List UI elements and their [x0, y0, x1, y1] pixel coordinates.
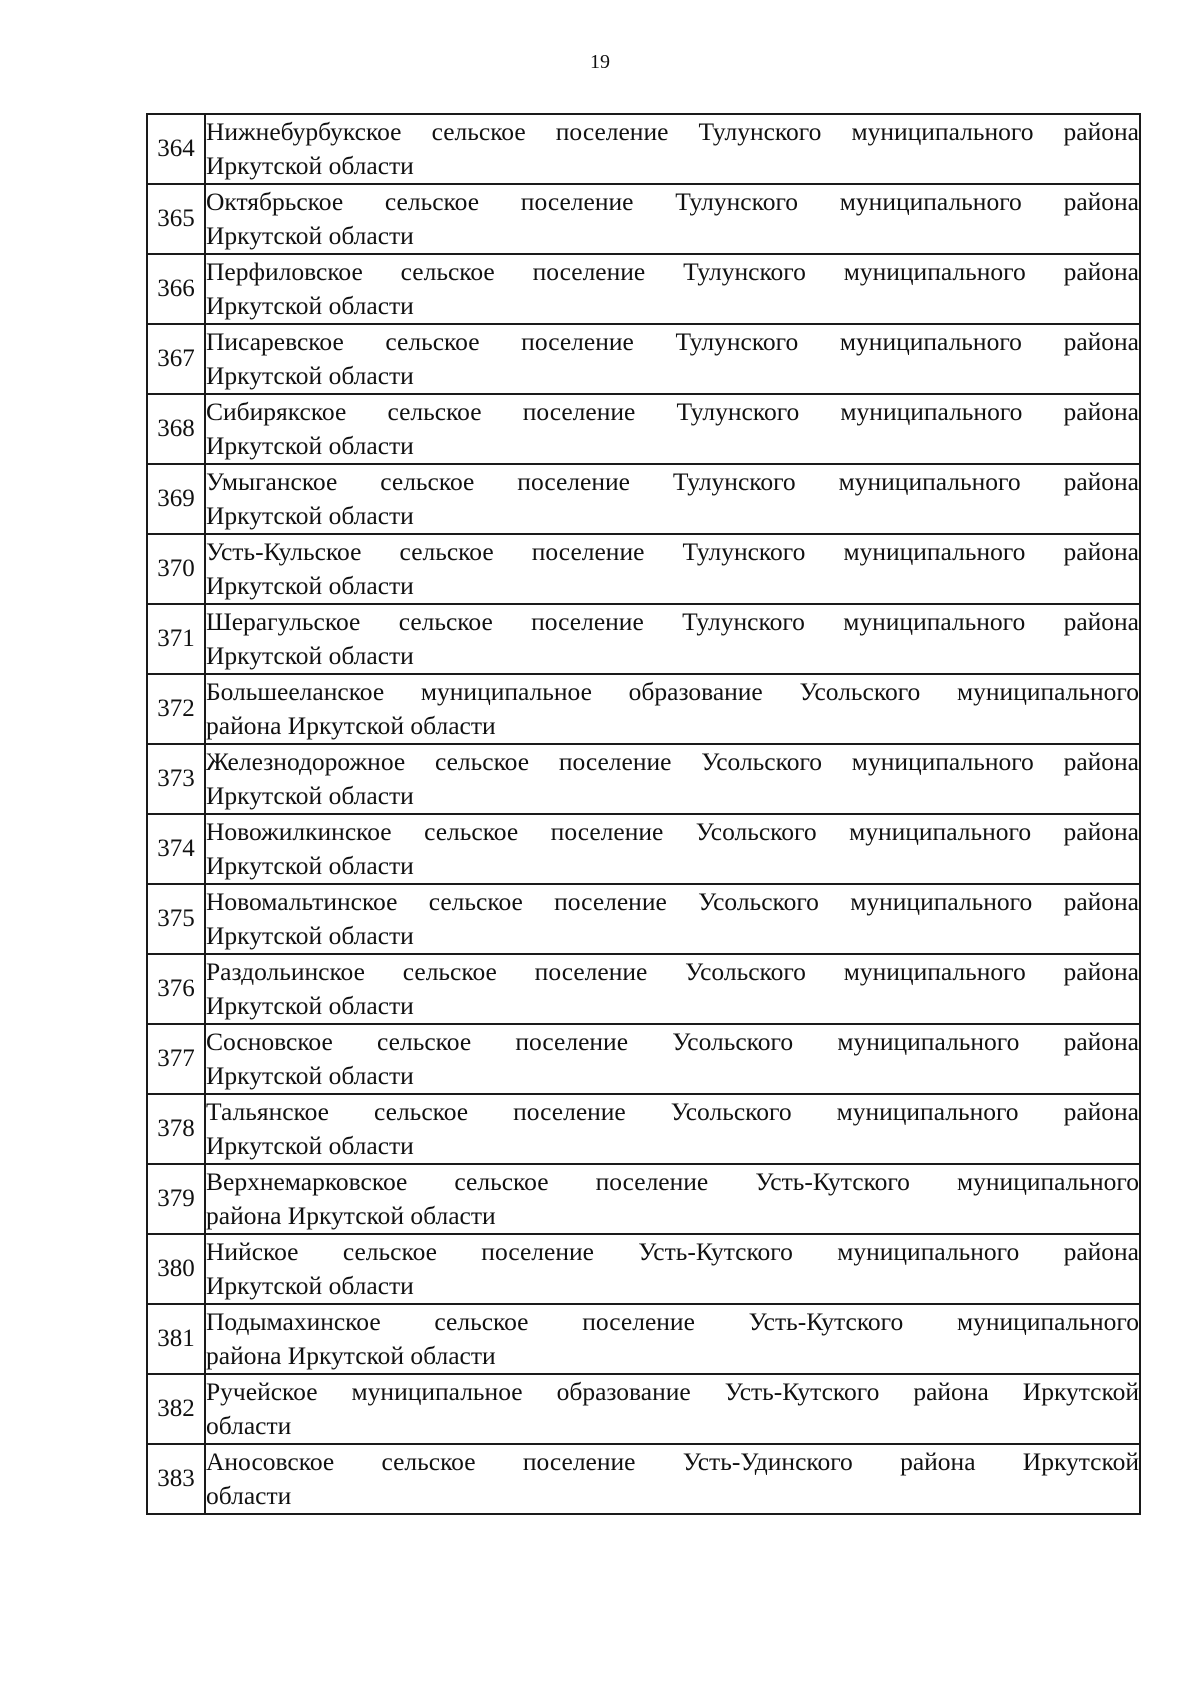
- table-row: [147, 1444, 1140, 1514]
- settlement-name: [205, 1164, 1140, 1234]
- settlement-name-line: Перфиловское сельское поселение Тулунского муниципального района: [206, 257, 1139, 286]
- row-number: 377: [147, 1024, 205, 1094]
- row-number: 370: [147, 534, 205, 604]
- settlement-name-line: Шерагульское сельское поселение Тулунского муниципального района: [206, 607, 1139, 636]
- table-row: [147, 954, 1140, 1024]
- settlement-name-line: Раздольинское сельское поселение Усольского муниципального района: [206, 957, 1139, 986]
- settlement-name-line: Подымахинское сельское поселение Усть-Кутского муниципального: [206, 1307, 1139, 1336]
- settlement-name-line: Иркутской области: [206, 361, 414, 390]
- settlement-name-line: Сосновское сельское поселение Усольского муниципального района: [206, 1027, 1139, 1056]
- settlement-name-line: района Иркутской области: [206, 1341, 496, 1370]
- settlement-name: [205, 884, 1140, 954]
- settlement-name-line: Иркутской области: [206, 991, 414, 1020]
- settlements-table: [146, 113, 1141, 1515]
- settlement-name-line: Иркутской области: [206, 781, 414, 810]
- settlement-name: [205, 814, 1140, 884]
- settlement-name-line: Верхнемарковское сельское поселение Усть-Кутского муниципального: [206, 1167, 1139, 1196]
- settlement-name: [205, 1444, 1140, 1514]
- settlement-name: [205, 324, 1140, 394]
- settlement-name-line: Иркутской области: [206, 291, 414, 320]
- table-row: [147, 604, 1140, 674]
- row-number: 378: [147, 1094, 205, 1164]
- settlement-name-line: Иркутской области: [206, 1061, 414, 1090]
- table-row: [147, 744, 1140, 814]
- settlement-name-line: Большееланское муниципальное образование Усольского муниципального: [206, 677, 1139, 706]
- settlement-name: [205, 534, 1140, 604]
- settlement-name: [205, 254, 1140, 324]
- row-number: 375: [147, 884, 205, 954]
- row-number: 372: [147, 674, 205, 744]
- row-number: 367: [147, 324, 205, 394]
- table-row: [147, 1024, 1140, 1094]
- settlement-name-line: Усть-Кульское сельское поселение Тулунского муниципального района: [206, 537, 1139, 566]
- settlement-name-line: Иркутской области: [206, 851, 414, 880]
- settlement-name-line: района Иркутской области: [206, 1201, 496, 1230]
- settlement-name-line: Новожилкинское сельское поселение Усольского муниципального района: [206, 817, 1139, 846]
- row-number: 374: [147, 814, 205, 884]
- row-number: 364: [147, 114, 205, 184]
- settlement-name-line: Нижнебурбукское сельское поселение Тулунского муниципального района: [206, 117, 1139, 146]
- row-number: 379: [147, 1164, 205, 1234]
- table-row: [147, 1164, 1140, 1234]
- table-row: [147, 324, 1140, 394]
- table-row: [147, 534, 1140, 604]
- settlement-name: [205, 1094, 1140, 1164]
- row-number: 382: [147, 1374, 205, 1444]
- settlement-name: [205, 1234, 1140, 1304]
- settlements-table-body: [147, 114, 1140, 1514]
- table-row: [147, 1374, 1140, 1444]
- settlement-name-line: Умыганское сельское поселение Тулунского муниципального района: [206, 467, 1139, 496]
- settlement-name-line: Иркутской области: [206, 1271, 414, 1300]
- settlement-name: [205, 744, 1140, 814]
- page-number: 19: [590, 51, 610, 73]
- row-number: 376: [147, 954, 205, 1024]
- settlement-name-line: Иркутской области: [206, 431, 414, 460]
- settlement-name-line: Октябрьское сельское поселение Тулунского муниципального района: [206, 187, 1139, 216]
- table-row: [147, 114, 1140, 184]
- settlement-name: [205, 464, 1140, 534]
- row-number: 366: [147, 254, 205, 324]
- table-row: [147, 394, 1140, 464]
- settlement-name-line: Иркутской области: [206, 1131, 414, 1160]
- settlement-name-line: Железнодорожное сельское поселение Усольского муниципального района: [206, 747, 1139, 776]
- table-row: [147, 184, 1140, 254]
- settlement-name-line: Аносовское сельское поселение Усть-Удинского района Иркутской: [206, 1447, 1139, 1476]
- table-row: [147, 254, 1140, 324]
- row-number: 380: [147, 1234, 205, 1304]
- settlement-name-line: области: [206, 1481, 292, 1510]
- settlement-name: [205, 954, 1140, 1024]
- settlement-name: [205, 1374, 1140, 1444]
- settlement-name: [205, 1304, 1140, 1374]
- settlement-name: [205, 604, 1140, 674]
- settlement-name: [205, 394, 1140, 464]
- settlement-name-line: Писаревское сельское поселение Тулунского муниципального района: [206, 327, 1139, 356]
- settlement-name: [205, 1024, 1140, 1094]
- settlement-name-line: Сибирякское сельское поселение Тулунского муниципального района: [206, 397, 1139, 426]
- settlement-name-line: Нийское сельское поселение Усть-Кутского муниципального района: [206, 1237, 1139, 1266]
- row-number: 365: [147, 184, 205, 254]
- settlement-name-line: Тальянское сельское поселение Усольского муниципального района: [206, 1097, 1139, 1126]
- table-row: [147, 674, 1140, 744]
- table-row: [147, 1234, 1140, 1304]
- settlement-name: [205, 184, 1140, 254]
- table-row: [147, 884, 1140, 954]
- settlement-name: [205, 114, 1140, 184]
- table-row: [147, 814, 1140, 884]
- table-row: [147, 464, 1140, 534]
- settlement-name: [205, 674, 1140, 744]
- settlement-name-line: Новомальтинское сельское поселение Усольского муниципального района: [206, 887, 1139, 916]
- row-number: 381: [147, 1304, 205, 1374]
- settlement-name-line: Ручейское муниципальное образование Усть-Кутского района Иркутской: [206, 1377, 1139, 1406]
- row-number: 368: [147, 394, 205, 464]
- row-number: 373: [147, 744, 205, 814]
- table-row: [147, 1094, 1140, 1164]
- settlement-name-line: Иркутской области: [206, 501, 414, 530]
- table-row: [147, 1304, 1140, 1374]
- settlement-name-line: Иркутской области: [206, 571, 414, 600]
- row-number: 371: [147, 604, 205, 674]
- settlement-name-line: области: [206, 1411, 292, 1440]
- settlement-name-line: Иркутской области: [206, 151, 414, 180]
- row-number: 369: [147, 464, 205, 534]
- row-number: 383: [147, 1444, 205, 1514]
- settlement-name-line: Иркутской области: [206, 921, 414, 950]
- settlement-name-line: района Иркутской области: [206, 711, 496, 740]
- settlement-name-line: Иркутской области: [206, 221, 414, 250]
- settlement-name-line: Иркутской области: [206, 641, 414, 670]
